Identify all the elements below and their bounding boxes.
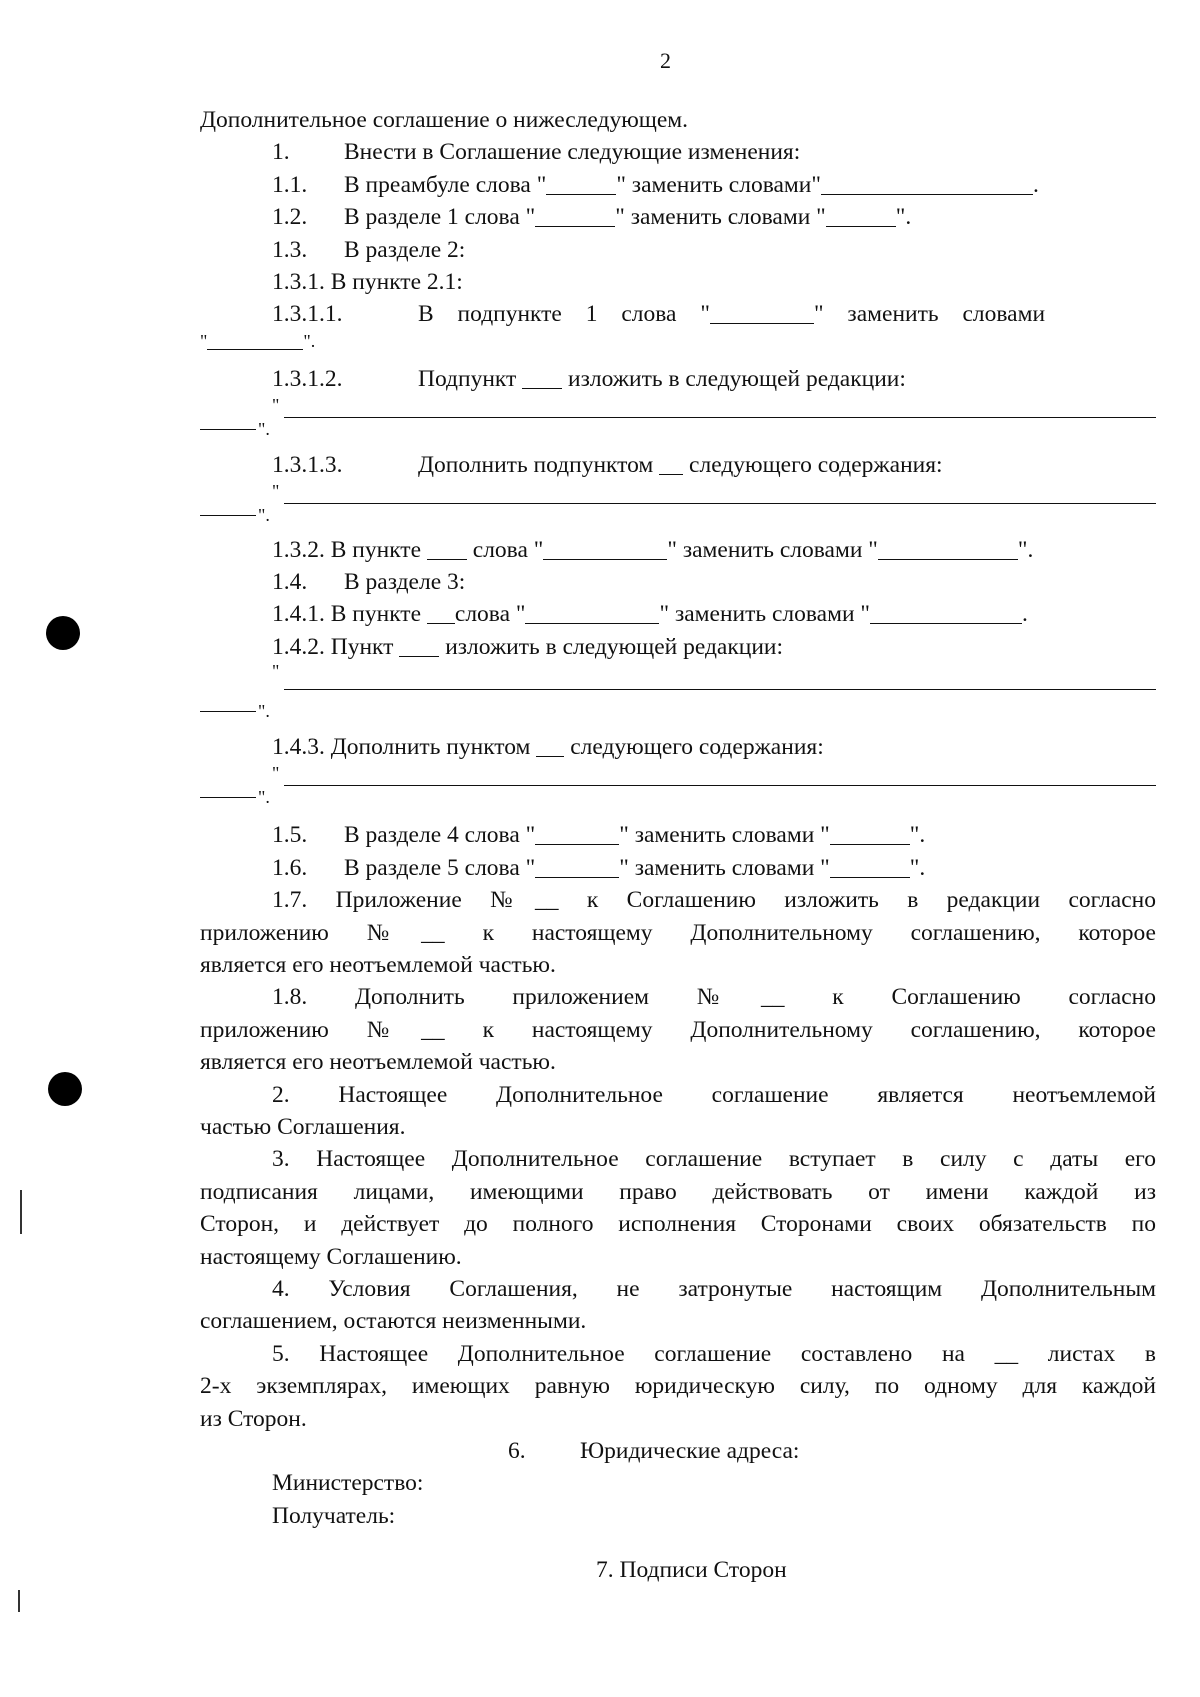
recipient-label: Получатель: xyxy=(272,1502,396,1529)
item-1-3-2: 1.3.2. В пункте слова " " заменить словами " ". xyxy=(272,536,1034,563)
fill-in-line: " ". xyxy=(200,487,1156,519)
blank xyxy=(546,170,616,195)
item-1-5: 1.5. В разделе 4 слова " " заменить словами " ". xyxy=(272,822,926,849)
blank xyxy=(427,535,467,560)
item-3-line-1: 3. Настоящее Дополнительное соглашение вступает в силу с даты его xyxy=(272,1146,1156,1173)
item-1-4-2: 1.4.2. Пункт изложить в следующей редакции: xyxy=(272,633,784,660)
item-1-3-1-1: 1.3.1.1. В подпункте 1 слова " " заменить словами xyxy=(272,301,1046,328)
punch-hole-bottom xyxy=(48,1072,82,1106)
item-1: 1. Внести в Соглашение следующие изменения: xyxy=(272,139,801,166)
blank xyxy=(535,203,615,228)
blank xyxy=(878,535,1018,560)
item-3-line-2: подписания лицами, имеющими право действовать от имени каждой из xyxy=(200,1178,1156,1205)
item-1-3: 1.3. В разделе 2: xyxy=(272,236,466,263)
scan-mark xyxy=(20,1190,22,1234)
intro-line: Дополнительное соглашение о нижеследующем. xyxy=(200,107,689,133)
item-1-3-1-2: 1.3.1.2. Подпункт изложить в следующей редакции: xyxy=(272,365,906,392)
fill-in-line: " ". xyxy=(200,769,1156,801)
blank xyxy=(207,334,303,349)
blank xyxy=(870,600,1022,625)
blank xyxy=(830,821,910,846)
blank xyxy=(821,170,1033,195)
page-number: 2 xyxy=(660,48,671,73)
fill-in-line: " ". xyxy=(200,663,1156,719)
punch-hole-top xyxy=(46,616,80,650)
item-1-3-1-1-cont: " ". xyxy=(200,330,316,351)
item-1-7-line-1: 1.7. Приложение №__ к Соглашению изложить в редакции согласно xyxy=(272,887,1156,914)
item-3-line-4: настоящему Соглашению. xyxy=(200,1243,462,1270)
item-6-heading: 6. Юридические адреса: xyxy=(508,1437,800,1464)
item-1-1: 1.1. В преамбуле слова " " заменить словами" . xyxy=(272,171,1039,198)
blank xyxy=(826,203,896,228)
signatures-heading: 7. Подписи Сторон xyxy=(596,1557,787,1584)
item-1-7-line-2: приложению №__ к настоящему Дополнительному соглашению, которое xyxy=(200,919,1156,946)
item-1-8-line-3: является его неотъемлемой частью. xyxy=(200,1049,556,1076)
item-2-line-2: частью Соглашения. xyxy=(200,1113,406,1140)
item-2-line-1: 2. Настоящее Дополнительное соглашение является неотъемлемой xyxy=(272,1081,1156,1108)
item-1-6: 1.6. В разделе 5 слова " " заменить словами " ". xyxy=(272,854,926,881)
item-5-line-1: 5. Настоящее Дополнительное соглашение составлено на __ листах в xyxy=(272,1340,1156,1367)
item-1-4-3: 1.4.3. Дополнить пунктом следующего содержания: xyxy=(272,734,824,761)
item-1-7-line-3: является его неотъемлемой частью. xyxy=(200,952,556,979)
scan-mark xyxy=(18,1590,20,1612)
item-1-8-line-2: приложению №__ к настоящему Дополнительному соглашению, которое xyxy=(200,1016,1156,1043)
blank xyxy=(536,733,564,758)
blank xyxy=(535,821,619,846)
item-4-line-1: 4. Условия Соглашения, не затронутые настоящим Дополнительным xyxy=(272,1275,1156,1302)
item-1-4: 1.4. В разделе 3: xyxy=(272,568,466,595)
blank xyxy=(399,632,439,657)
item-5-line-2: 2-х экземплярах, имеющих равную юридическую силу, по одному для каждой xyxy=(200,1373,1156,1400)
blank xyxy=(427,600,455,625)
blank xyxy=(659,451,683,476)
fill-in-line: " ". xyxy=(200,401,1156,433)
item-1-8-line-1: 1.8. Дополнить приложением №__ к Соглашению согласно xyxy=(272,984,1156,1011)
blank xyxy=(535,853,619,878)
blank xyxy=(830,853,910,878)
item-5-line-3: из Сторон. xyxy=(200,1405,307,1432)
item-1-3-1: 1.3.1. В пункте 2.1: xyxy=(272,268,463,295)
item-1-2: 1.2. В разделе 1 слова " " заменить словами " ". xyxy=(272,204,912,231)
blank xyxy=(525,600,659,625)
item-1-3-1-3: 1.3.1.3. Дополнить подпунктом следующего содержания: xyxy=(272,452,943,479)
document-body xyxy=(200,104,1156,1586)
blank xyxy=(522,364,562,389)
blank xyxy=(710,300,814,325)
item-3-line-3: Сторон, и действует до полного исполнения Сторонами своих обязательств по xyxy=(200,1211,1156,1238)
item-1-4-1: 1.4.1. В пункте слова " " заменить словами " . xyxy=(272,601,1028,628)
blank xyxy=(543,535,667,560)
ministry-label: Министерство: xyxy=(272,1470,424,1497)
item-4-line-2: соглашением, остаются неизменными. xyxy=(200,1308,587,1335)
